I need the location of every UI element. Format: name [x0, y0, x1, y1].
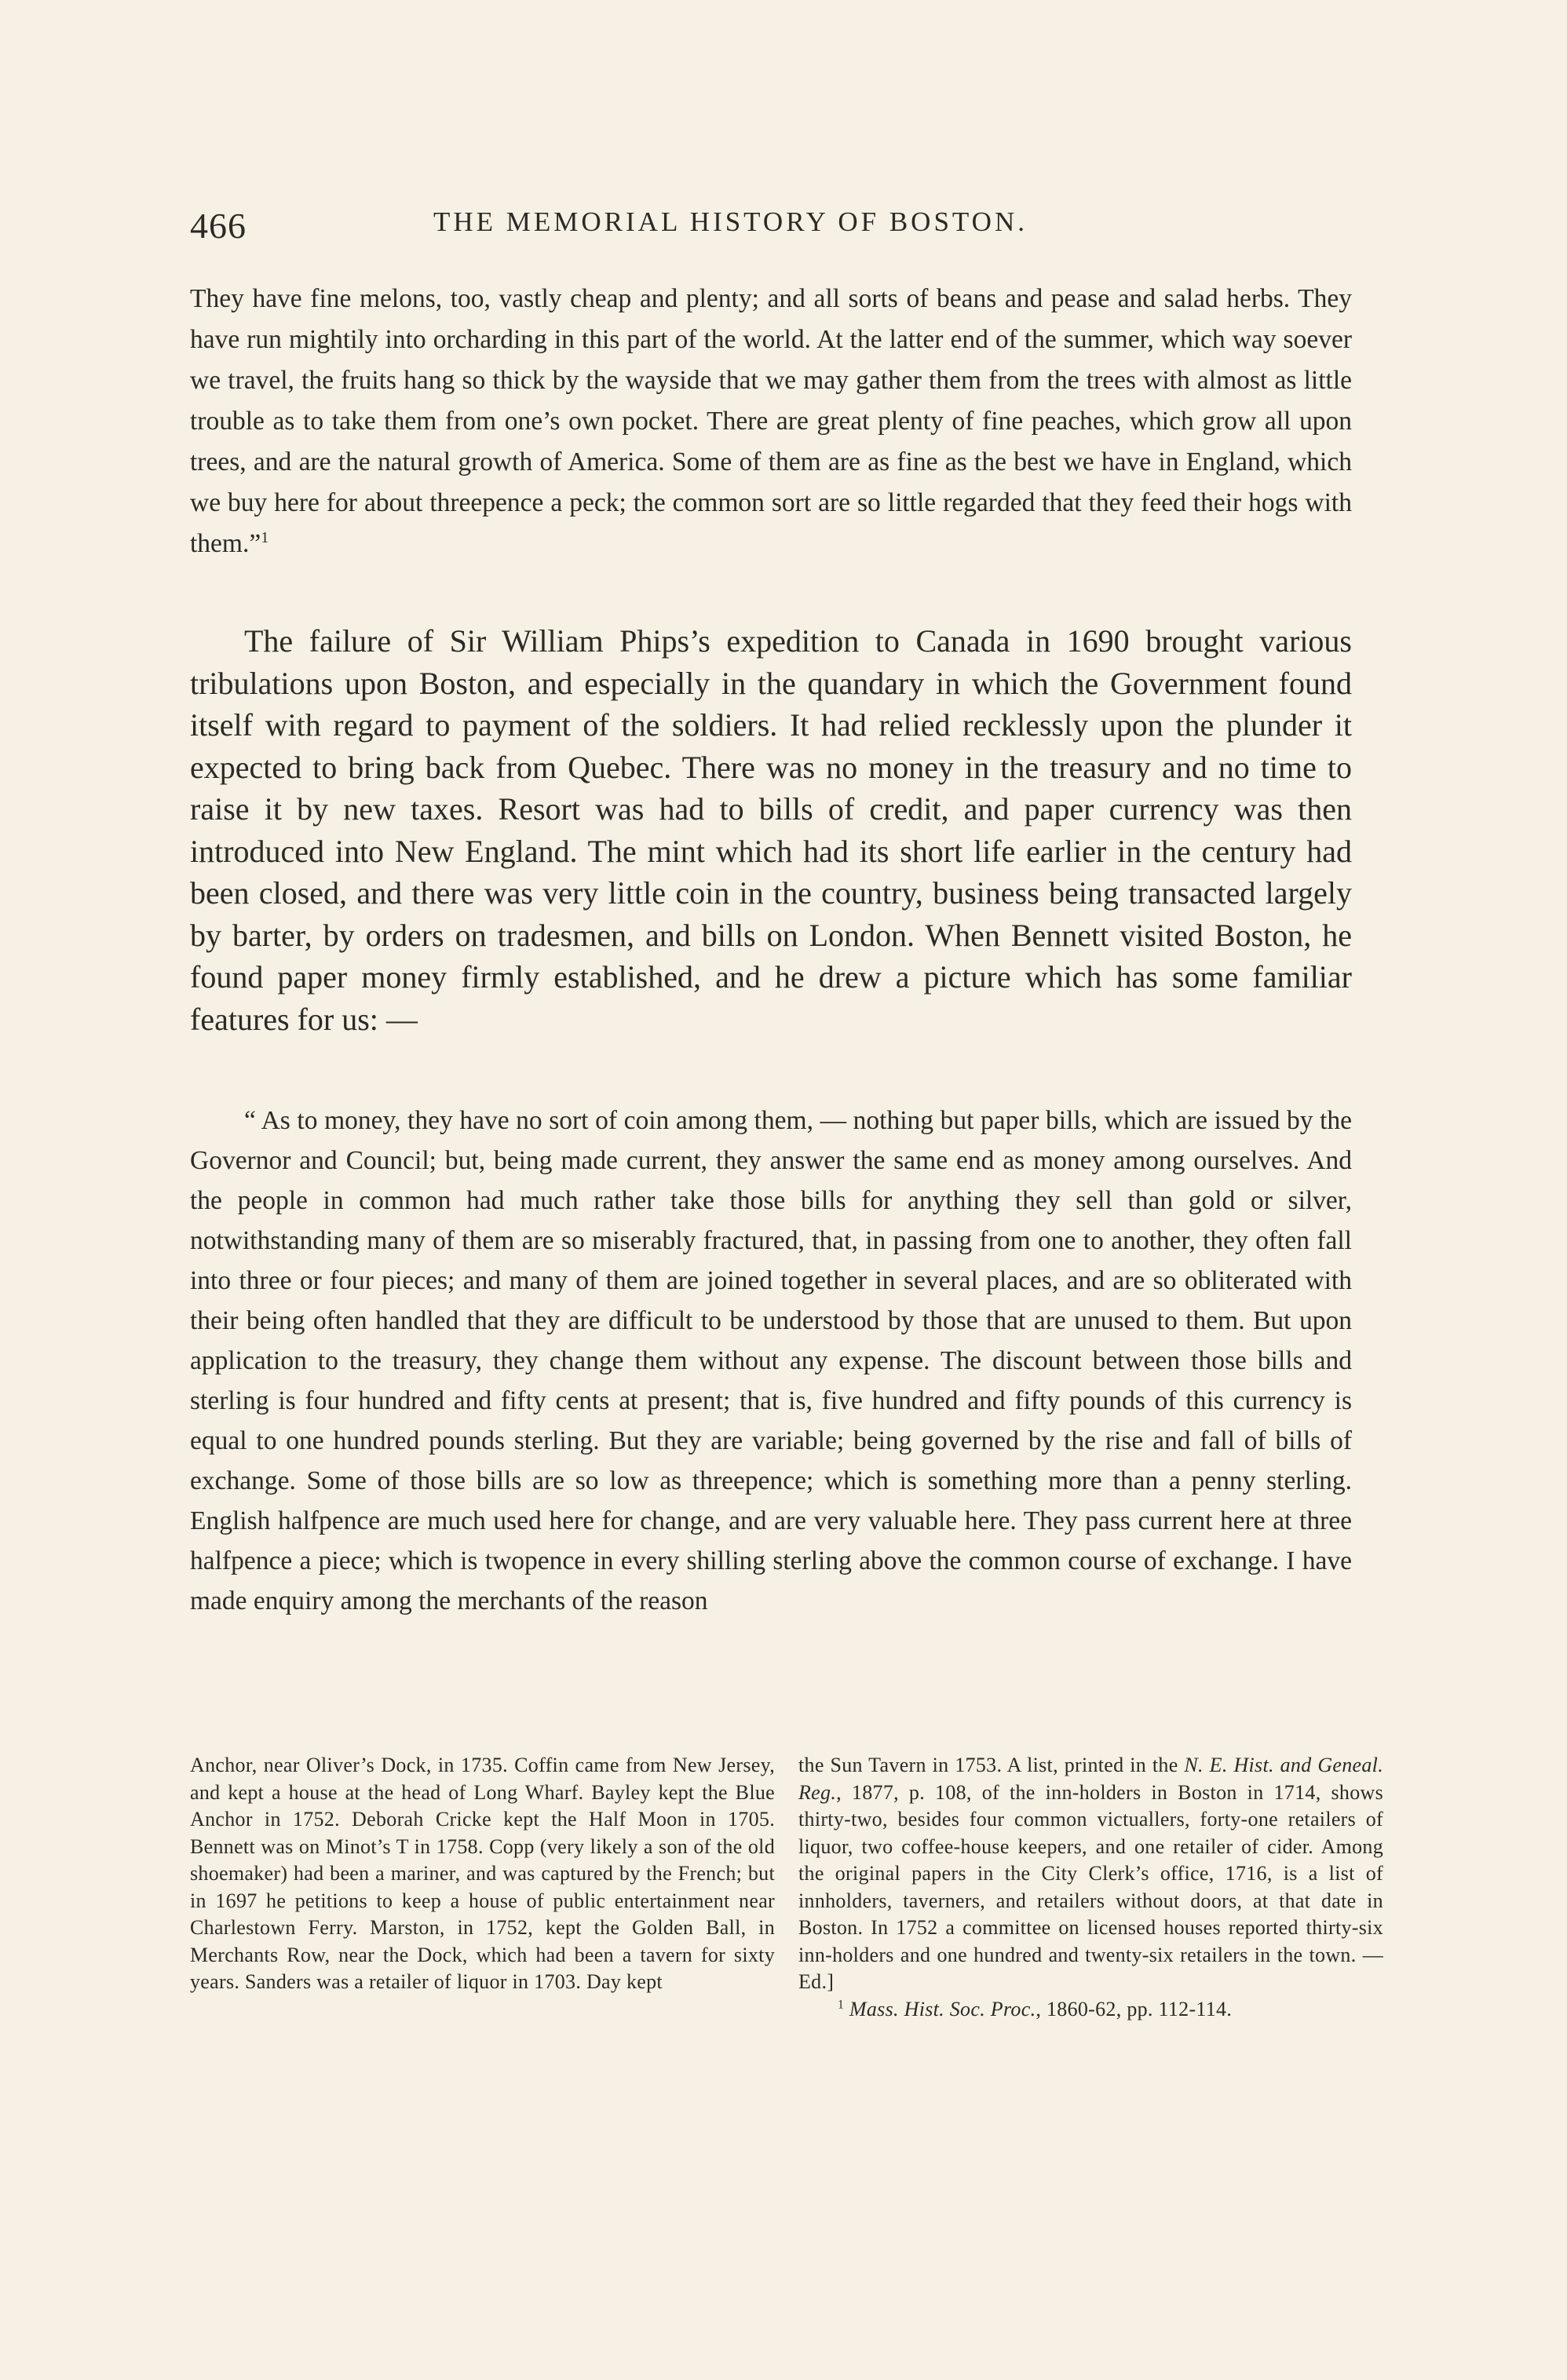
running-head — [190, 200, 1352, 255]
running-title: THE MEMORIAL HISTORY OF BOSTON. — [433, 206, 1028, 237]
footnote-1 — [798, 1996, 1383, 2024]
body-paragraph-text: The failure of Sir William Phips’s expedition to Canada in 1690 brought various tribulations upon Boston, and especially in the quandary in which the Government found itself with regard to payment of the soldiers. It had relied recklessly upon the plunder it expected to bring back from Quebec. There was no money in the treasury and no time to raise it by new taxes. Resort was had to bills of credit, and paper currency was then introduced into New England. The mint which had its short life earlier in the century had been closed, and there was very little coin in the country, business being transacted largely by barter, by orders on tradesmen, and bills on London. When Bennett visited Boston, he found paper money firmly established, and he drew a picture which has some familiar features for us: — — [190, 623, 1352, 1037]
footnote-right-citation: N. E. Hist. and Geneal. Reg. — [798, 1754, 1383, 1804]
footnote-right-text-a: the Sun Tavern in 1753. A list, printed in the — [798, 1754, 1178, 1776]
body-paragraph — [190, 620, 1352, 1040]
opening-quotation — [190, 279, 1352, 564]
footnotes — [190, 1752, 1383, 2082]
money-quotation-text: “ As to money, they have no sort of coin among them, — nothing but paper bills, which are issued by the Governor and Council; but, being made current, they answer the same end as money among ourselves. And the people in common had much rather take those bills for anything they sell than gold or silver, notwithstanding many of them are so miserably fractured, that, in passing from one to another, they often fall into three or four pieces; and many of them are joined together in several places, and are so obliterated with their being often handled that they are difficult to be understood by those that are unused to them. But upon application to the treasury, they change them without any expense. The discount between those bills and sterling is four hundred and fifty cents at present; that is, five hundred and fifty pounds of this currency is equal to one hundred pounds sterling. But they are variable; being governed by the rise and fall of bills of exchange. Some of those bills are so low as threepence; which is something more than a penny sterling. English halfpence are much used here for change, and are very valuable here. They pass current here at three halfpence a piece; which is twopence in every shilling sterling above the common course of exchange. I have made enquiry among the merchants of the reason — [190, 1106, 1352, 1615]
footnote-right-column — [798, 1752, 1383, 2023]
footnote-left-text: Anchor, near Oliver’s Dock, in 1735. Coffin came from New Jersey, and kept a house at the head of Long Wharf. Bayley kept the Blue Anchor in 1752. Deborah Cricke kept the Half Moon in 1705. Bennett was on Minot’s T in 1758. Copp (very likely a son of the old shoemaker) had been a mariner, and was captured by the French; but in 1697 he petitions to keep a house of public entertainment near Charlestown Ferry. Marston, in 1752, kept the Golden Ball, in Merchants Row, near the Dock, which had been a tavern for sixty years. Sanders was a retailer of liquor in 1703. Day kept — [190, 1754, 775, 1993]
footnote-1-source: Mass. Hist. Soc. Proc. — [849, 1997, 1036, 2020]
money-quotation — [190, 1101, 1352, 1621]
footnote-left-column — [190, 1752, 775, 1996]
footnote-ref-1: 1 — [261, 528, 269, 546]
footnote-1-marker: 1 — [838, 1997, 845, 2011]
footnote-1-pages: , 1860-62, pp. 112-114. — [1036, 1997, 1233, 2020]
footnote-right-text-b: , 1877, p. 108, of the inn-holders in Boston in 1714, shows thirty-two, besides four common victuallers, forty-one retailers of liquor, two coffee-house keepers, and one retailer of cider. Among the original papers in the City Clerk’s office, 1716, is a list of innholders, taverners, and retailers without doors, at that date in Boston. In 1752 a committee on licensed houses reported thirty-six inn-holders and one hundred and twenty-six retailers in the town. — Ed.] — [798, 1780, 1383, 1993]
footnote-right-text — [798, 1752, 1383, 1996]
page-number: 466 — [190, 206, 247, 246]
opening-quotation-text: They have fine melons, too, vastly cheap and plenty; and all sorts of beans and pease and salad herbs. They have run mightily into orcharding in this part of the world. At the latter end of the summer, which way soever we travel, the fruits hang so thick by the wayside that we may gather them from the trees with almost as little trouble as to take them from one’s own pocket. There are great plenty of fine peaches, which grow all upon trees, and are the natural growth of America. Some of them are as fine as the best we have in England, which we buy here for about threepence a peck; the common sort are so little regarded that they feed their hogs with them.” — [190, 284, 1352, 558]
